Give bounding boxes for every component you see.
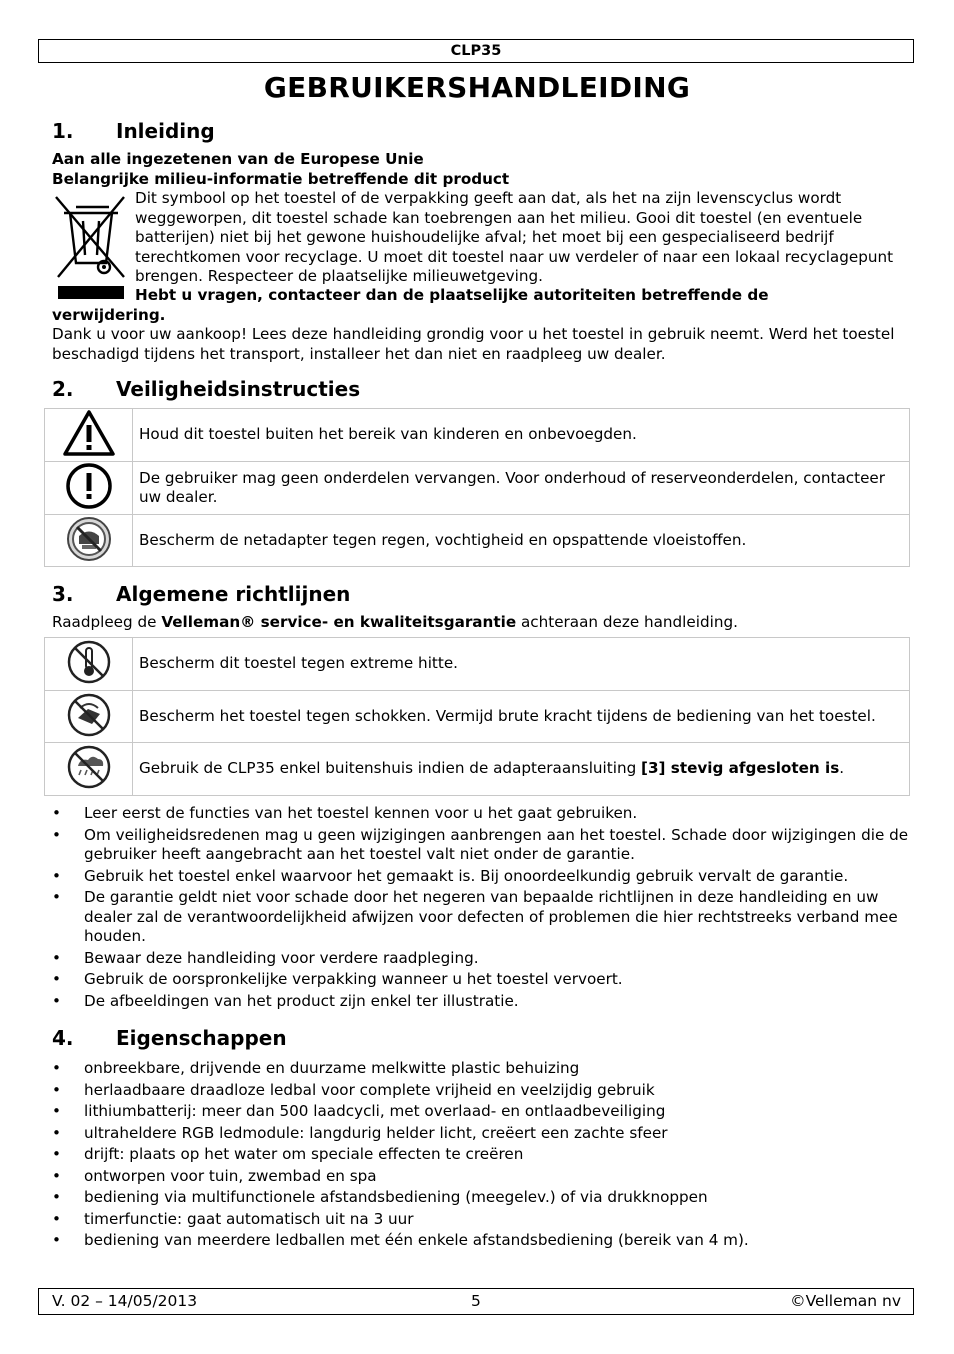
page-title: GEBRUIKERSHANDLEIDING (263, 71, 691, 104)
bullet: • (52, 1102, 61, 1120)
features-list (52, 1059, 912, 1253)
guidelines-table (44, 637, 910, 796)
list-item-text: Gebruik de oorspronkelijke verpakking wanneer u het toestel vervoert. (84, 970, 623, 988)
contact-authorities-line: Hebt u vragen, contacteer dan de plaatselijke autoriteiten betreffende de (135, 286, 769, 304)
list-item (52, 1231, 912, 1251)
bullet: • (52, 1080, 61, 1099)
bullet: • (52, 888, 61, 906)
exclamation-circle-icon (65, 462, 113, 510)
bullet: • (52, 1059, 61, 1077)
bullet: • (52, 970, 61, 988)
safety-text: Houd dit toestel buiten het bereik van kinderen en onbevoegden. (133, 409, 910, 462)
safety-row (45, 409, 910, 462)
list-item-text: bediening van meerdere ledballen met één enkele afstandsbediening (bereik van 4 m). (84, 1231, 749, 1249)
bullet: • (52, 804, 61, 822)
no-heat-icon (66, 639, 112, 685)
section-3-heading (52, 582, 350, 606)
section-title: Eigenschappen (116, 1026, 287, 1050)
bullet: • (52, 991, 61, 1010)
intro-text: Raadpleeg de (52, 613, 162, 631)
page-header (38, 39, 914, 63)
list-item (52, 970, 912, 990)
list-item (52, 1102, 912, 1122)
safety-table (44, 408, 910, 567)
bullet: • (52, 1209, 61, 1228)
list-item (52, 1124, 912, 1144)
bullet: • (52, 948, 61, 967)
list-item (52, 867, 912, 887)
list-item (52, 992, 912, 1012)
page-number: 5 (471, 1292, 481, 1310)
list-item (52, 1188, 912, 1208)
guideline-row (45, 743, 910, 796)
weee-description: Dit symbool op het toestel of de verpakking geeft aan dat, als het na zijn levenscyclus wordt weggeworpen, dit toestel schade kan toebrengen aan het milieu. Gooi dit toestel (en eventuele batterijen) niet bij het gewone huishoudelijke afval; het moet bij een gespecialiseerd bedrijf terechtkomen voor recyclage. U moet dit toestel naar uw verdeler of naar een lokaal recyclagepunt brengen. Respecteer de plaatselijke milieuwetgeving. (135, 189, 894, 285)
section-number: 3. (52, 582, 74, 606)
list-item-text: ontworpen voor tuin, zwembad en spa (84, 1166, 377, 1185)
icon-cell (45, 409, 133, 462)
page-footer (38, 1288, 914, 1315)
icon-cell (45, 638, 133, 691)
list-item-text: Gebruik het toestel enkel waarvoor het gemaakt is. Bij onoordeelkundig gebruik vervalt de garantie. (84, 866, 849, 885)
section-number: 2. (52, 377, 74, 401)
warranty-reference (52, 613, 738, 633)
outdoor-text-bold: [3] stevig afgesloten is (641, 759, 840, 778)
guideline-text: Bescherm het toestel tegen schokken. Vermijd brute kracht tijdens de bediening van het toestel. (133, 691, 910, 743)
environment-info-line: Belangrijke milieu-informatie betreffende dit product (52, 169, 510, 188)
guideline-text: Bescherm dit toestel tegen extreme hitte. (133, 638, 910, 691)
list-item-text: ultraheldere RGB ledmodule: langdurig helder licht, creëert een zachte sfeer (84, 1123, 668, 1142)
icon-cell (45, 462, 133, 515)
outdoor-text-end: . (839, 759, 845, 778)
bullet: • (52, 1123, 61, 1142)
list-item-text: herlaadbaare draadloze ledbal voor complete vrijheid en veelzijdig gebruik (84, 1080, 655, 1099)
bullet: • (52, 825, 61, 844)
list-item-text: lithiumbatterij: meer dan 500 laadcycli, met overlaad- en ontlaadbeveiliging (84, 1102, 666, 1120)
list-item (52, 1081, 912, 1101)
section-title: Inleiding (116, 119, 215, 143)
outdoor-text: Gebruik de CLP35 enkel buitenshuis indien de adapteraansluiting (139, 759, 642, 778)
section-title: Veiligheidsinstructies (116, 377, 361, 401)
section-2-heading (52, 377, 360, 401)
disposal-line: verwijdering. (52, 305, 166, 324)
copyright: ©Velleman nv (790, 1292, 901, 1310)
list-item-text: bediening via multifunctionele afstandsbediening (meegelev.) of via drukknoppen (84, 1188, 708, 1206)
bullet: • (52, 866, 61, 885)
list-item (52, 949, 912, 969)
safety-row (45, 515, 910, 567)
guidelines-list (52, 804, 912, 1013)
safety-row (45, 462, 910, 515)
warranty-name: Velleman® service- en kwaliteitsgarantie (161, 613, 517, 631)
list-item (52, 1167, 912, 1187)
version-label: V. 02 – 14/05/2013 (52, 1292, 198, 1310)
list-item (52, 1145, 912, 1165)
bullet: • (52, 1166, 61, 1185)
bullet: • (52, 1231, 61, 1249)
bullet: • (52, 1145, 61, 1163)
list-item-text: Leer eerst de functies van het toestel kennen voor u het gaat gebruiken. (84, 804, 638, 822)
list-item (52, 804, 912, 824)
eu-residents-line: Aan alle ingezetenen van de Europese Unie (52, 150, 424, 168)
no-moisture-icon (66, 516, 112, 562)
icon-cell (45, 743, 133, 796)
section-title: Algemene richtlijnen (116, 582, 351, 606)
section-number: 4. (52, 1026, 74, 1050)
list-item-text: onbreekbare, drijvende en duurzame melkwitte plastic behuizing (84, 1059, 580, 1077)
list-item-text: Om veiligheidsredenen mag u geen wijzigingen aanbrengen aan het toestel. Schade door wijzigingen die de gebruiker heeft aangebracht aan het toestel valt niet onder de garantie. (84, 825, 909, 863)
list-item-text: timerfunctie: gaat automatisch uit na 3 uur (84, 1209, 414, 1228)
list-item (52, 826, 912, 865)
bullet: • (52, 1188, 61, 1206)
guideline-text (133, 743, 910, 796)
warning-triangle-icon (63, 409, 115, 457)
icon-cell (45, 691, 133, 743)
list-item-text: De garantie geldt niet voor schade door het negeren van bepaalde richtlijnen in deze handleiding en uw dealer zal de verantwoordelijkheid afwijzen voor defecten of problemen die hier rechtstreeks verband mee houden. (84, 888, 898, 945)
intro-text-end: achteraan deze handleiding. (516, 613, 738, 631)
list-item (52, 1210, 912, 1230)
list-item (52, 888, 912, 947)
safety-text: De gebruiker mag geen onderdelen vervangen. Voor onderhoud of reserveonderdelen, contacteer uw dealer. (133, 462, 910, 515)
guideline-row (45, 638, 910, 691)
section-1-heading (52, 119, 215, 143)
list-item-text: De afbeeldingen van het product zijn enkel ter illustratie. (84, 991, 519, 1010)
section-number: 1. (52, 119, 74, 143)
model-name: CLP35 (450, 43, 502, 59)
list-item-text: drijft: plaats op het water om speciale effecten te creëren (84, 1145, 524, 1163)
outdoor-rain-icon (66, 744, 112, 790)
list-item-text: Bewaar deze handleiding voor verdere raadpleging. (84, 948, 479, 967)
guideline-row (45, 691, 910, 743)
thank-you-paragraph: Dank u voor uw aankoop! Lees deze handleiding grondig voor u het toestel in gebruik neemt. Werd het toestel beschadigd tijdens het transport, installeer het dan niet en raadpleeg uw dealer. (52, 325, 895, 363)
section-4-heading (52, 1026, 287, 1050)
icon-cell (45, 515, 133, 567)
safety-text: Bescherm de netadapter tegen regen, vochtigheid en opspattende vloeistoffen. (133, 515, 910, 567)
no-shock-icon (66, 692, 112, 738)
list-item (52, 1059, 912, 1079)
weee-crossed-bin-icon (52, 191, 130, 301)
